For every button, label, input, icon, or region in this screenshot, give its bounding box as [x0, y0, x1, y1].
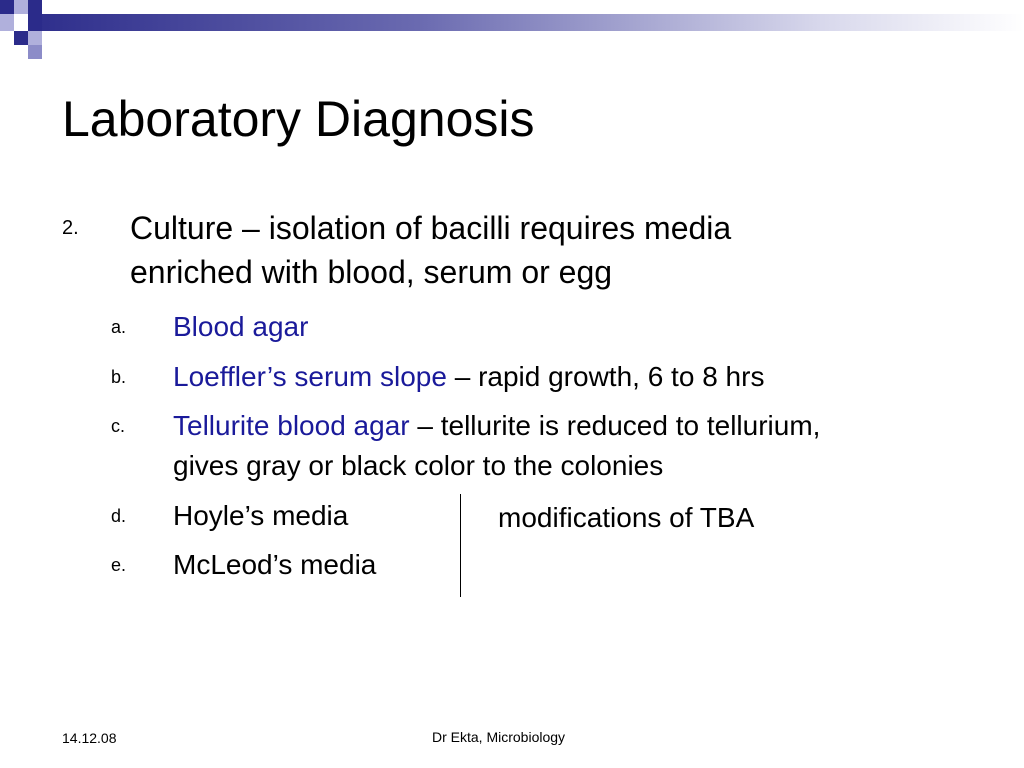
sub-item-blood-agar — [0, 307, 1024, 347]
header-square-decoration — [28, 14, 42, 31]
header-square-decoration — [28, 0, 42, 14]
sub-item-letter: a. — [111, 317, 127, 337]
footer-date: 14.12.08 — [62, 730, 117, 746]
footer-author: Dr Ekta, Microbiology — [432, 729, 566, 745]
sub-item-letter: d. — [111, 506, 127, 526]
sub-item-highlight: Tellurite blood agar — [173, 410, 410, 441]
sub-item-mcleod — [0, 545, 1024, 585]
sub-item-text — [173, 357, 764, 397]
sub-item-letter: e. — [111, 555, 127, 575]
sub-item-text-line-2: gives gray or black color to the colonies — [173, 450, 664, 481]
list-number: 2. — [62, 217, 79, 239]
sub-item-letter: b. — [111, 367, 127, 387]
header-square-decoration — [14, 14, 28, 31]
header-square-decoration — [0, 0, 14, 14]
header-square-decoration — [14, 31, 28, 45]
sub-item-rest: – rapid growth, 6 to 8 hrs — [446, 361, 765, 392]
sub-item-loeffler — [0, 357, 1024, 397]
sub-item-highlight: Loeffler’s serum slope — [173, 361, 447, 392]
header-gradient-bar — [14, 14, 1024, 31]
sub-item-text: McLeod’s media — [173, 549, 377, 580]
sub-item-highlight: Blood agar — [173, 311, 309, 342]
sub-item-rest: – tellurite is reduced to tellurium, — [409, 410, 821, 441]
grouping-note: modifications of TBA — [498, 502, 755, 533]
header-square-decoration — [28, 45, 42, 59]
sub-item-tellurite — [0, 406, 1024, 486]
sub-item-letter: c. — [111, 416, 126, 436]
header-square-decoration — [0, 14, 14, 31]
list-item-text-line-1: Culture – isolation of bacilli requires media — [130, 210, 732, 246]
list-item-text-line-2: enriched with blood, serum or egg — [130, 254, 613, 290]
sub-item-text — [173, 307, 308, 347]
sub-item-text: Hoyle’s media — [173, 500, 349, 531]
slide-title: Laboratory Diagnosis — [62, 91, 535, 147]
list-item-culture — [0, 206, 1024, 294]
sub-item-text — [173, 406, 820, 446]
header-square-decoration — [28, 31, 42, 45]
grouping-line — [460, 494, 461, 597]
header-square-decoration — [14, 0, 28, 14]
